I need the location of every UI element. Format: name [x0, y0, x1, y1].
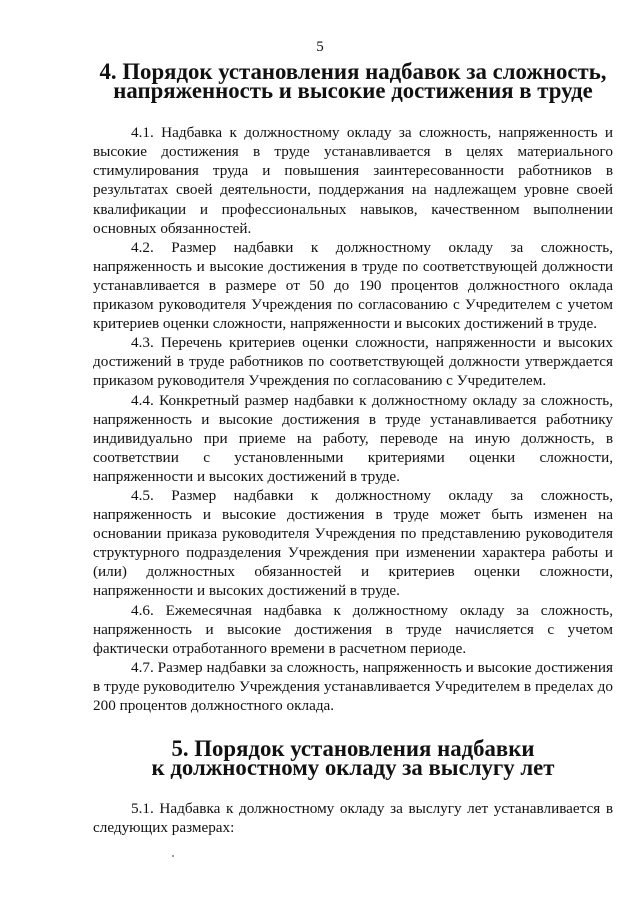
paragraph-4-3: 4.3. Перечень критериев оценки сложности, напряженности и высоких достижений в труде работников по соответствующей должности утверждается приказом руководителя Учреждения по согласованию с Учредителем.: [93, 334, 613, 390]
page-number: 5: [316, 39, 324, 55]
paragraph-4-2: 4.2. Размер надбавки к должностному окладу за сложность, напряженность и высокие достижения в труде по соответствующей должности устанавливается в размере от 50 до 190 процентов должностного оклада приказом руководителя Учреждения по согласованию с Учредителем с учетом критериев оценки сложности, напряженности и высоких достижений в труде.: [93, 238, 613, 333]
section-5-heading-line-1: 5. Порядок установления надбавки: [171, 736, 535, 762]
scan-speck: [172, 855, 174, 857]
section-4-heading: [93, 59, 613, 104]
paragraph-4-4: 4.4. Конкретный размер надбавки к должностному окладу за сложность, напряженность и высокие достижения в труде устанавливается работнику индивидуально при приеме на работу, переводе на иную должность, в соответствии с установленными критериями оценки сложности, напряженности и высоких достижений в труде.: [93, 391, 613, 485]
paragraph-4-6: 4.6. Ежемесячная надбавка к должностному окладу за сложность, напряженность и высокие достижения в труде начисляется с учетом фактически отработанного времени в расчетном периоде.: [93, 601, 613, 657]
section-5-heading: [93, 736, 613, 781]
paragraph-4-7: 4.7. Размер надбавки за сложность, напряженность и высокие достижения в труде руководителю Учреждения устанавливается Учредителем в пределах до 200 процентов должностного оклада.: [93, 658, 613, 714]
section-4-heading-line-1: 4. Порядок установления надбавок за сложность,: [99, 59, 607, 84]
section-4-heading-line-2: напряженность и высокие достижения в труде: [113, 78, 593, 104]
section-5-heading-line-2: к должностному окладу за выслугу лет: [151, 755, 555, 781]
paragraph-4-5: 4.5. Размер надбавки к должностному окладу за сложность, напряженность и высокие достижения в труде может быть изменен на основании приказа руководителя Учреждения по представлению руководителя структурного подразделения Учреждения при изменении характера работы и (или) должностных обязанностей и критериев оценки сложности, напряженности и высоких достижений в труде.: [93, 486, 613, 600]
paragraph-4-1: 4.1. Надбавка к должностному окладу за сложность, напряженность и высокие достижения в труде устанавливается в целях материального стимулирования труда и повышения заинтересованности работников в результатах своей деятельности, поддержания на надлежащем уровне своей квалификации и профессиональных навыков, качественном выполнении основных обязанностей.: [93, 124, 613, 237]
paragraph-5-1: 5.1. Надбавка к должностному окладу за выслугу лет устанавливается в следующих размерах:: [93, 800, 613, 837]
document-body: [93, 59, 613, 837]
